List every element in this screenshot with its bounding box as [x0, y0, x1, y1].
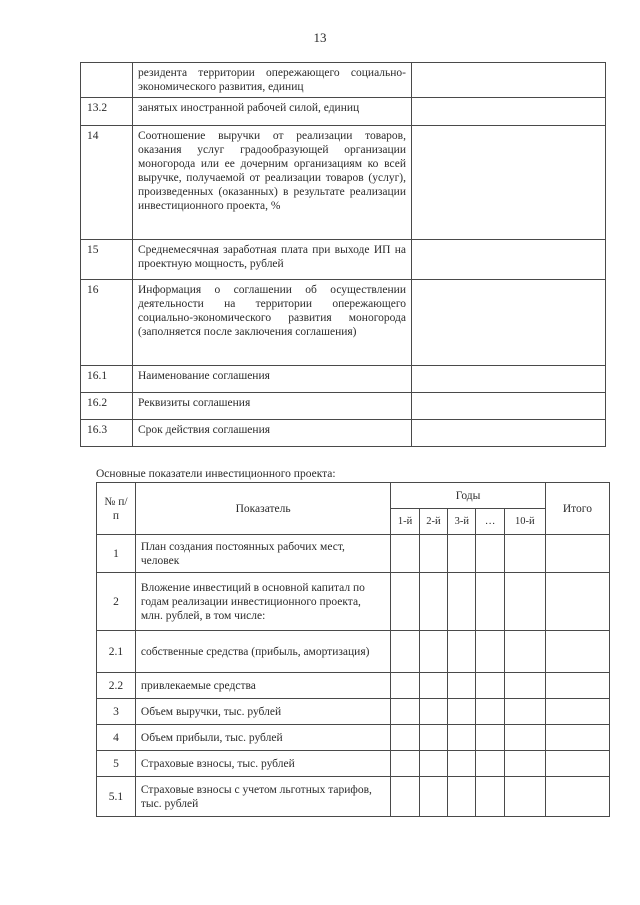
value-cell[interactable] [504, 699, 545, 725]
value-cell[interactable] [448, 699, 476, 725]
value-cell[interactable] [476, 777, 504, 817]
total-cell[interactable] [545, 699, 609, 725]
header-years: Годы [391, 483, 545, 509]
value-cell[interactable] [391, 777, 419, 817]
total-cell[interactable] [545, 751, 609, 777]
row-text: резидента территории опережающего социально-экономического развития, единиц [133, 63, 412, 98]
value-cell[interactable] [391, 673, 419, 699]
value-cell[interactable] [419, 535, 447, 573]
row-number: 2 [97, 573, 136, 631]
value-cell[interactable] [504, 631, 545, 673]
row-text: Объем прибыли, тыс. рублей [135, 725, 390, 751]
row-number: 5 [97, 751, 136, 777]
value-cell[interactable] [476, 673, 504, 699]
row-number: 3 [97, 699, 136, 725]
table-row [97, 535, 610, 573]
row-text: собственные средства (прибыль, амортизация) [135, 631, 390, 673]
value-cell[interactable] [448, 631, 476, 673]
row-number: 16.1 [81, 366, 133, 393]
indicators-table [96, 482, 610, 817]
header-total: Итого [545, 483, 609, 535]
header-number: № п/п [97, 483, 136, 535]
table-row [81, 98, 606, 126]
value-cell[interactable] [419, 673, 447, 699]
header-year-1: 1-й [391, 509, 419, 535]
value-cell[interactable] [476, 725, 504, 751]
value-cell[interactable] [391, 631, 419, 673]
value-cell[interactable] [419, 699, 447, 725]
total-cell[interactable] [545, 777, 609, 817]
total-cell[interactable] [545, 573, 609, 631]
row-number: 16.3 [81, 420, 133, 447]
table-row [97, 673, 610, 699]
row-number: 2.1 [97, 631, 136, 673]
value-cell[interactable] [448, 535, 476, 573]
value-cell[interactable] [419, 751, 447, 777]
value-cell[interactable] [448, 573, 476, 631]
row-number: 13.2 [81, 98, 133, 126]
value-cell[interactable] [412, 420, 606, 447]
header-row [97, 483, 610, 509]
row-number: 1 [97, 535, 136, 573]
total-cell[interactable] [545, 535, 609, 573]
table-row [81, 366, 606, 393]
value-cell[interactable] [476, 535, 504, 573]
value-cell[interactable] [476, 631, 504, 673]
value-cell[interactable] [476, 751, 504, 777]
row-text: Страховые взносы с учетом льготных тарифов, тыс. рублей [135, 777, 390, 817]
row-text: План создания постоянных рабочих мест, человек [135, 535, 390, 573]
total-cell[interactable] [545, 631, 609, 673]
value-cell[interactable] [412, 63, 606, 98]
row-text: Наименование соглашения [133, 366, 412, 393]
value-cell[interactable] [504, 725, 545, 751]
value-cell[interactable] [504, 777, 545, 817]
value-cell[interactable] [412, 366, 606, 393]
row-text: привлекаемые средства [135, 673, 390, 699]
table-row [97, 751, 610, 777]
value-cell[interactable] [419, 777, 447, 817]
value-cell[interactable] [412, 393, 606, 420]
row-text: Соотношение выручки от реализации товаров, оказания услуг градообразующей организации моногорода или ее дочерним организациям ко всей выручке, получаемой от реализации товаров (услуг), произведенных (оказанных) в результате реализации инвестиционного проекта, % [133, 126, 412, 240]
row-text: Срок действия соглашения [133, 420, 412, 447]
total-cell[interactable] [545, 673, 609, 699]
value-cell[interactable] [448, 751, 476, 777]
table-row [97, 631, 610, 673]
row-number: 5.1 [97, 777, 136, 817]
value-cell[interactable] [504, 535, 545, 573]
table-row [81, 393, 606, 420]
row-number: 4 [97, 725, 136, 751]
value-cell[interactable] [504, 673, 545, 699]
value-cell[interactable] [391, 573, 419, 631]
row-text: Информация о соглашении об осуществлении деятельности на территории опережающего социально-экономического развития моногорода (заполняется после заключения соглашения) [133, 280, 412, 366]
row-text: Объем выручки, тыс. рублей [135, 699, 390, 725]
row-number: 16.2 [81, 393, 133, 420]
value-cell[interactable] [391, 699, 419, 725]
value-cell[interactable] [391, 751, 419, 777]
table-row [81, 280, 606, 366]
value-cell[interactable] [419, 631, 447, 673]
table-row [81, 63, 606, 98]
value-cell[interactable] [448, 673, 476, 699]
value-cell[interactable] [448, 725, 476, 751]
row-text: занятых иностранной рабочей силой, единиц [133, 98, 412, 126]
table-row [97, 573, 610, 631]
value-cell[interactable] [419, 725, 447, 751]
row-text: Реквизиты соглашения [133, 393, 412, 420]
value-cell[interactable] [412, 240, 606, 280]
total-cell[interactable] [545, 725, 609, 751]
value-cell[interactable] [412, 126, 606, 240]
row-number: 15 [81, 240, 133, 280]
row-text: Вложение инвестиций в основной капитал по годам реализации инвестиционного проекта, млн. рублей, в том числе: [135, 573, 390, 631]
row-number: 2.2 [97, 673, 136, 699]
row-text: Среднемесячная заработная плата при выходе ИП на проектную мощность, рублей [133, 240, 412, 280]
table-row [81, 420, 606, 447]
value-cell[interactable] [412, 280, 606, 366]
row-number: 14 [81, 126, 133, 240]
value-cell[interactable] [391, 725, 419, 751]
table-row [81, 240, 606, 280]
project-info-table [80, 62, 606, 447]
value-cell[interactable] [419, 573, 447, 631]
value-cell[interactable] [391, 535, 419, 573]
table-row [97, 777, 610, 817]
row-number [81, 63, 133, 98]
table-row [97, 699, 610, 725]
table-caption: Основные показатели инвестиционного проекта: [96, 468, 336, 480]
value-cell[interactable] [504, 573, 545, 631]
row-number: 16 [81, 280, 133, 366]
value-cell[interactable] [412, 98, 606, 126]
header-year-10: 10-й [504, 509, 545, 535]
value-cell[interactable] [504, 751, 545, 777]
header-year-ellipsis: … [476, 509, 504, 535]
table-row [97, 725, 610, 751]
value-cell[interactable] [476, 573, 504, 631]
row-text: Страховые взносы, тыс. рублей [135, 751, 390, 777]
header-year-2: 2-й [419, 509, 447, 535]
header-year-3: 3-й [448, 509, 476, 535]
header-indicator: Показатель [135, 483, 390, 535]
value-cell[interactable] [476, 699, 504, 725]
table-row [81, 126, 606, 240]
page-number: 13 [313, 30, 327, 45]
value-cell[interactable] [448, 777, 476, 817]
